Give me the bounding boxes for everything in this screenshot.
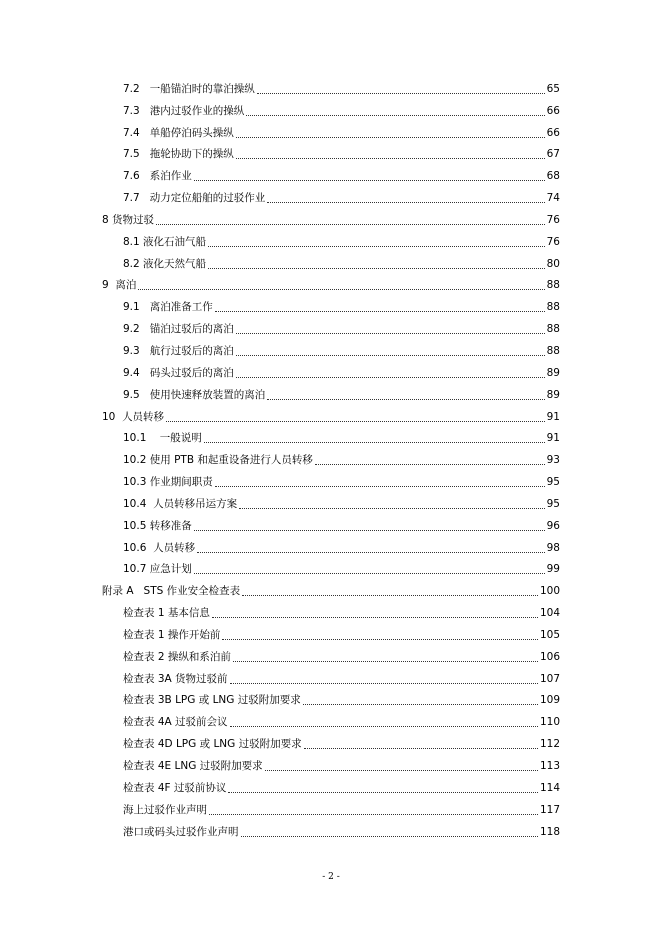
- toc-entry-page: 99: [546, 563, 560, 576]
- toc-entry-page: 88: [546, 279, 560, 292]
- toc-leader-dots: [236, 332, 545, 334]
- toc-entry[interactable]: [0, 77, 662, 99]
- toc-entry[interactable]: [0, 383, 662, 405]
- toc-leader-dots: [208, 245, 545, 247]
- toc-leader-dots: [236, 354, 545, 356]
- toc-entry[interactable]: [0, 820, 662, 842]
- toc-entry[interactable]: [0, 186, 662, 208]
- toc-entry[interactable]: [0, 405, 662, 427]
- toc-entry-number: 9.5: [123, 388, 140, 401]
- toc-entry[interactable]: [0, 689, 662, 711]
- toc-leader-dots: [204, 441, 545, 443]
- toc-entry[interactable]: [0, 470, 662, 492]
- toc-entry-gap: [140, 344, 150, 358]
- toc-entry-page: 98: [546, 541, 560, 554]
- toc-entry-title: 过驳前协议: [173, 781, 227, 794]
- toc-leader-dots: [194, 572, 545, 574]
- toc-entry-page: 113: [539, 760, 560, 772]
- toc-entry[interactable]: [0, 295, 662, 317]
- toc-entry-number: 10.5: [123, 519, 147, 532]
- toc-leader-dots: [267, 398, 544, 400]
- toc-leader-dots: [315, 463, 545, 465]
- toc-leader-dots: [236, 376, 545, 378]
- toc-entry[interactable]: [0, 579, 662, 601]
- toc-entry[interactable]: [0, 208, 662, 230]
- toc-entry-gap: [115, 410, 122, 424]
- toc-entry-page: 112: [539, 738, 560, 751]
- toc-entry-page: 110: [539, 716, 560, 729]
- toc-entry[interactable]: [0, 754, 662, 776]
- toc-entry-number: 9.1: [123, 301, 140, 314]
- toc-entry-title: 拖轮协助下的操纵: [149, 148, 234, 161]
- toc-entry[interactable]: [0, 710, 662, 732]
- toc-leader-dots: [303, 703, 538, 705]
- toc-entry-title: STS 作业安全检查表: [143, 585, 241, 598]
- toc-entry-title: 使用快速释放装置的离泊: [149, 388, 266, 401]
- toc-entry-title: 使用 PTB 和起重设备进行人员转移: [149, 454, 313, 467]
- toc-leader-dots: [233, 660, 538, 662]
- toc-leader-dots: [212, 616, 538, 618]
- toc-entry-number: 7.5: [123, 148, 140, 161]
- toc-entry-page: 74: [546, 192, 560, 205]
- toc-leader-dots: [246, 114, 544, 116]
- toc-entry-title: 人员转移: [122, 410, 165, 423]
- toc-entry[interactable]: [0, 798, 662, 820]
- toc-leader-dots: [222, 638, 538, 640]
- toc-entry-page: 66: [546, 104, 560, 117]
- toc-entry-title: 一般说明: [159, 432, 202, 445]
- toc-entry-title: 液化石油气船: [143, 235, 207, 248]
- toc-entry-title: LPG 或 LNG 过驳附加要求: [175, 738, 302, 751]
- table-of-contents: [0, 77, 662, 842]
- toc-entry[interactable]: [0, 164, 662, 186]
- toc-entry-number: 检查表 4F: [123, 781, 171, 794]
- toc-leader-dots: [239, 507, 545, 509]
- toc-leader-dots: [265, 769, 538, 771]
- toc-entry-number: 检查表 2: [123, 650, 165, 663]
- toc-entry-number: 8.1: [123, 235, 140, 248]
- toc-entry-page: 68: [546, 170, 560, 183]
- toc-entry[interactable]: [0, 339, 662, 361]
- toc-entry-gap: [140, 300, 150, 314]
- toc-leader-dots: [304, 747, 538, 749]
- page-number: - 2 -: [322, 872, 340, 882]
- toc-entry-number: 8.2: [123, 257, 140, 270]
- toc-leader-dots: [242, 594, 538, 596]
- toc-entry-page: 80: [546, 257, 560, 270]
- toc-entry-number: 9: [102, 279, 109, 292]
- toc-entry[interactable]: [0, 776, 662, 798]
- toc-leader-dots: [215, 310, 545, 312]
- toc-entry-title: 离泊: [115, 279, 137, 292]
- toc-entry-page: 76: [546, 235, 560, 248]
- toc-entry-number: 7.7: [123, 192, 140, 205]
- toc-entry-title: 海上过驳作业声明: [123, 803, 207, 816]
- toc-entry-page: 66: [546, 126, 560, 139]
- toc-entry[interactable]: [0, 601, 662, 623]
- toc-entry-gap: [140, 169, 150, 183]
- toc-entry-number: 10.4: [123, 497, 147, 510]
- toc-entry[interactable]: [0, 427, 662, 449]
- toc-entry-page: 93: [546, 454, 560, 467]
- toc-entry-number: 10: [102, 410, 116, 423]
- toc-leader-dots: [197, 551, 545, 553]
- toc-entry[interactable]: [0, 230, 662, 252]
- toc-entry-page: 95: [546, 497, 560, 510]
- toc-entry-page: 117: [539, 803, 560, 816]
- toc-leader-dots: [194, 179, 545, 181]
- toc-entry-number: 检查表 4A: [123, 716, 172, 729]
- toc-entry-number: 9.4: [123, 366, 140, 379]
- toc-entry-number: 10.3: [123, 476, 147, 489]
- toc-entry-page: 114: [539, 781, 560, 794]
- toc-leader-dots: [230, 682, 538, 684]
- toc-entry-title: 航行过驳后的离泊: [149, 344, 234, 357]
- toc-entry-page: 91: [546, 432, 560, 445]
- toc-leader-dots: [215, 485, 545, 487]
- toc-leader-dots: [236, 136, 545, 138]
- toc-entry-title: 应急计划: [149, 563, 192, 576]
- toc-entry-gap: [140, 82, 150, 96]
- toc-entry-page: 91: [546, 410, 560, 423]
- toc-entry[interactable]: [0, 514, 662, 536]
- toc-entry-number: 8: [102, 213, 109, 226]
- toc-entry-number: 检查表 3A: [123, 672, 172, 685]
- toc-entry-gap: [140, 104, 150, 118]
- toc-entry-page: 105: [539, 628, 560, 641]
- toc-entry-page: 88: [546, 344, 560, 357]
- toc-entry-gap: [140, 322, 150, 336]
- toc-leader-dots: [236, 157, 545, 159]
- toc-entry-number: 9.3: [123, 344, 140, 357]
- toc-entry[interactable]: [0, 667, 662, 689]
- toc-entry-gap: [140, 366, 150, 380]
- toc-entry-title: 货物过驳: [112, 213, 155, 226]
- toc-entry-title: 港口或码头过驳作业声明: [123, 825, 239, 838]
- toc-entry-page: 89: [546, 388, 560, 401]
- toc-entry-title: 锚泊过驳后的离泊: [149, 323, 234, 336]
- toc-entry-number: 10.6: [123, 541, 147, 554]
- toc-entry-gap: [146, 541, 153, 555]
- toc-entry-page: 96: [546, 519, 560, 532]
- toc-entry-title: 操纵和系泊前: [167, 650, 231, 663]
- toc-entry-title: 码头过驳后的离泊: [149, 366, 234, 379]
- toc-entry-number: 7.4: [123, 126, 140, 139]
- toc-entry[interactable]: [0, 317, 662, 339]
- toc-entry[interactable]: [0, 121, 662, 143]
- toc-entry-title: 基本信息: [167, 607, 210, 620]
- toc-leader-dots: [230, 725, 538, 727]
- toc-entry-gap: [140, 147, 150, 161]
- toc-entry-number: 检查表 4E: [123, 760, 172, 772]
- toc-entry-number: 10.7: [123, 563, 147, 576]
- toc-entry-number: 10.1: [123, 432, 147, 445]
- toc-entry-number: 检查表 3B: [123, 694, 172, 707]
- toc-leader-dots: [267, 201, 544, 203]
- toc-entry[interactable]: [0, 558, 662, 580]
- toc-entry-title: 过驳前会议: [175, 716, 228, 729]
- toc-entry-gap: [109, 278, 116, 292]
- toc-entry-gap: [146, 497, 153, 511]
- toc-entry-page: 106: [539, 650, 560, 663]
- toc-entry-number: 检查表 1: [123, 607, 165, 620]
- toc-entry-title: 系泊作业: [149, 170, 192, 183]
- toc-entry-gap: [140, 191, 150, 205]
- toc-entry-page: 65: [546, 82, 560, 95]
- toc-entry[interactable]: [0, 99, 662, 121]
- toc-entry-title: 液化天然气船: [143, 257, 207, 270]
- toc-entry-page: 95: [546, 476, 560, 489]
- toc-entry-page: 100: [539, 585, 560, 598]
- toc-entry-number: 9.2: [123, 323, 140, 336]
- toc-leader-dots: [166, 420, 545, 422]
- toc-entry-page: 118: [539, 825, 560, 838]
- toc-entry-page: 76: [546, 213, 560, 226]
- toc-entry-title: 货物过驳前: [175, 672, 228, 685]
- toc-entry-gap: [146, 431, 159, 445]
- toc-entry[interactable]: [0, 732, 662, 754]
- toc-entry-page: 88: [546, 323, 560, 336]
- toc-entry[interactable]: [0, 448, 662, 470]
- toc-entry-title: 人员转移吊运方案: [153, 497, 238, 510]
- toc-entry-title: 转移准备: [149, 519, 192, 532]
- toc-leader-dots: [209, 813, 538, 815]
- toc-entry-number: 10.2: [123, 454, 147, 467]
- toc-entry-number: 附录 A: [102, 585, 134, 598]
- toc-leader-dots: [138, 288, 544, 290]
- toc-leader-dots: [208, 267, 545, 269]
- toc-entry-number: 7.3: [123, 104, 140, 117]
- toc-entry[interactable]: [0, 252, 662, 274]
- toc-entry-page: 107: [539, 672, 560, 685]
- toc-entry-page: 67: [546, 148, 560, 161]
- toc-entry-gap: [140, 388, 150, 402]
- toc-entry[interactable]: [0, 361, 662, 383]
- toc-entry[interactable]: [0, 536, 662, 558]
- toc-entry-title: 作业期间职责: [149, 476, 213, 489]
- toc-entry-number: 7.6: [123, 170, 140, 183]
- toc-entry[interactable]: [0, 623, 662, 645]
- toc-entry-number: 检查表 1: [123, 628, 165, 641]
- toc-leader-dots: [241, 835, 538, 837]
- toc-entry-title: LPG 或 LNG 过驳附加要求: [175, 694, 301, 707]
- toc-leader-dots: [194, 529, 545, 531]
- toc-entry-page: 89: [546, 366, 560, 379]
- toc-entry-title: 港内过驳作业的操纵: [149, 104, 245, 117]
- toc-entry[interactable]: [0, 645, 662, 667]
- toc-entry-page: 88: [546, 301, 560, 314]
- toc-entry[interactable]: [0, 492, 662, 514]
- toc-entry-page: 109: [539, 694, 560, 707]
- toc-leader-dots: [257, 92, 545, 94]
- toc-entry-title: 动力定位船舶的过驳作业: [149, 192, 266, 205]
- toc-entry-number: 7.2: [123, 82, 140, 95]
- toc-entry[interactable]: [0, 143, 662, 165]
- toc-leader-dots: [156, 223, 545, 225]
- toc-entry[interactable]: [0, 274, 662, 296]
- toc-entry-title: LNG 过驳附加要求: [174, 760, 263, 772]
- toc-entry-title: 人员转移: [153, 541, 196, 554]
- toc-entry-page: 104: [539, 607, 560, 620]
- toc-entry-title: 一船锚泊时的靠泊操纵: [149, 82, 255, 95]
- toc-entry-gap: [140, 126, 150, 140]
- toc-entry-title: 操作开始前: [167, 628, 221, 641]
- toc-entry-gap: [134, 584, 144, 598]
- toc-entry-title: 离泊准备工作: [149, 301, 213, 314]
- toc-leader-dots: [228, 791, 538, 793]
- toc-entry-number: 检查表 4D: [123, 738, 173, 751]
- toc-entry-title: 单船停泊码头操纵: [149, 126, 234, 139]
